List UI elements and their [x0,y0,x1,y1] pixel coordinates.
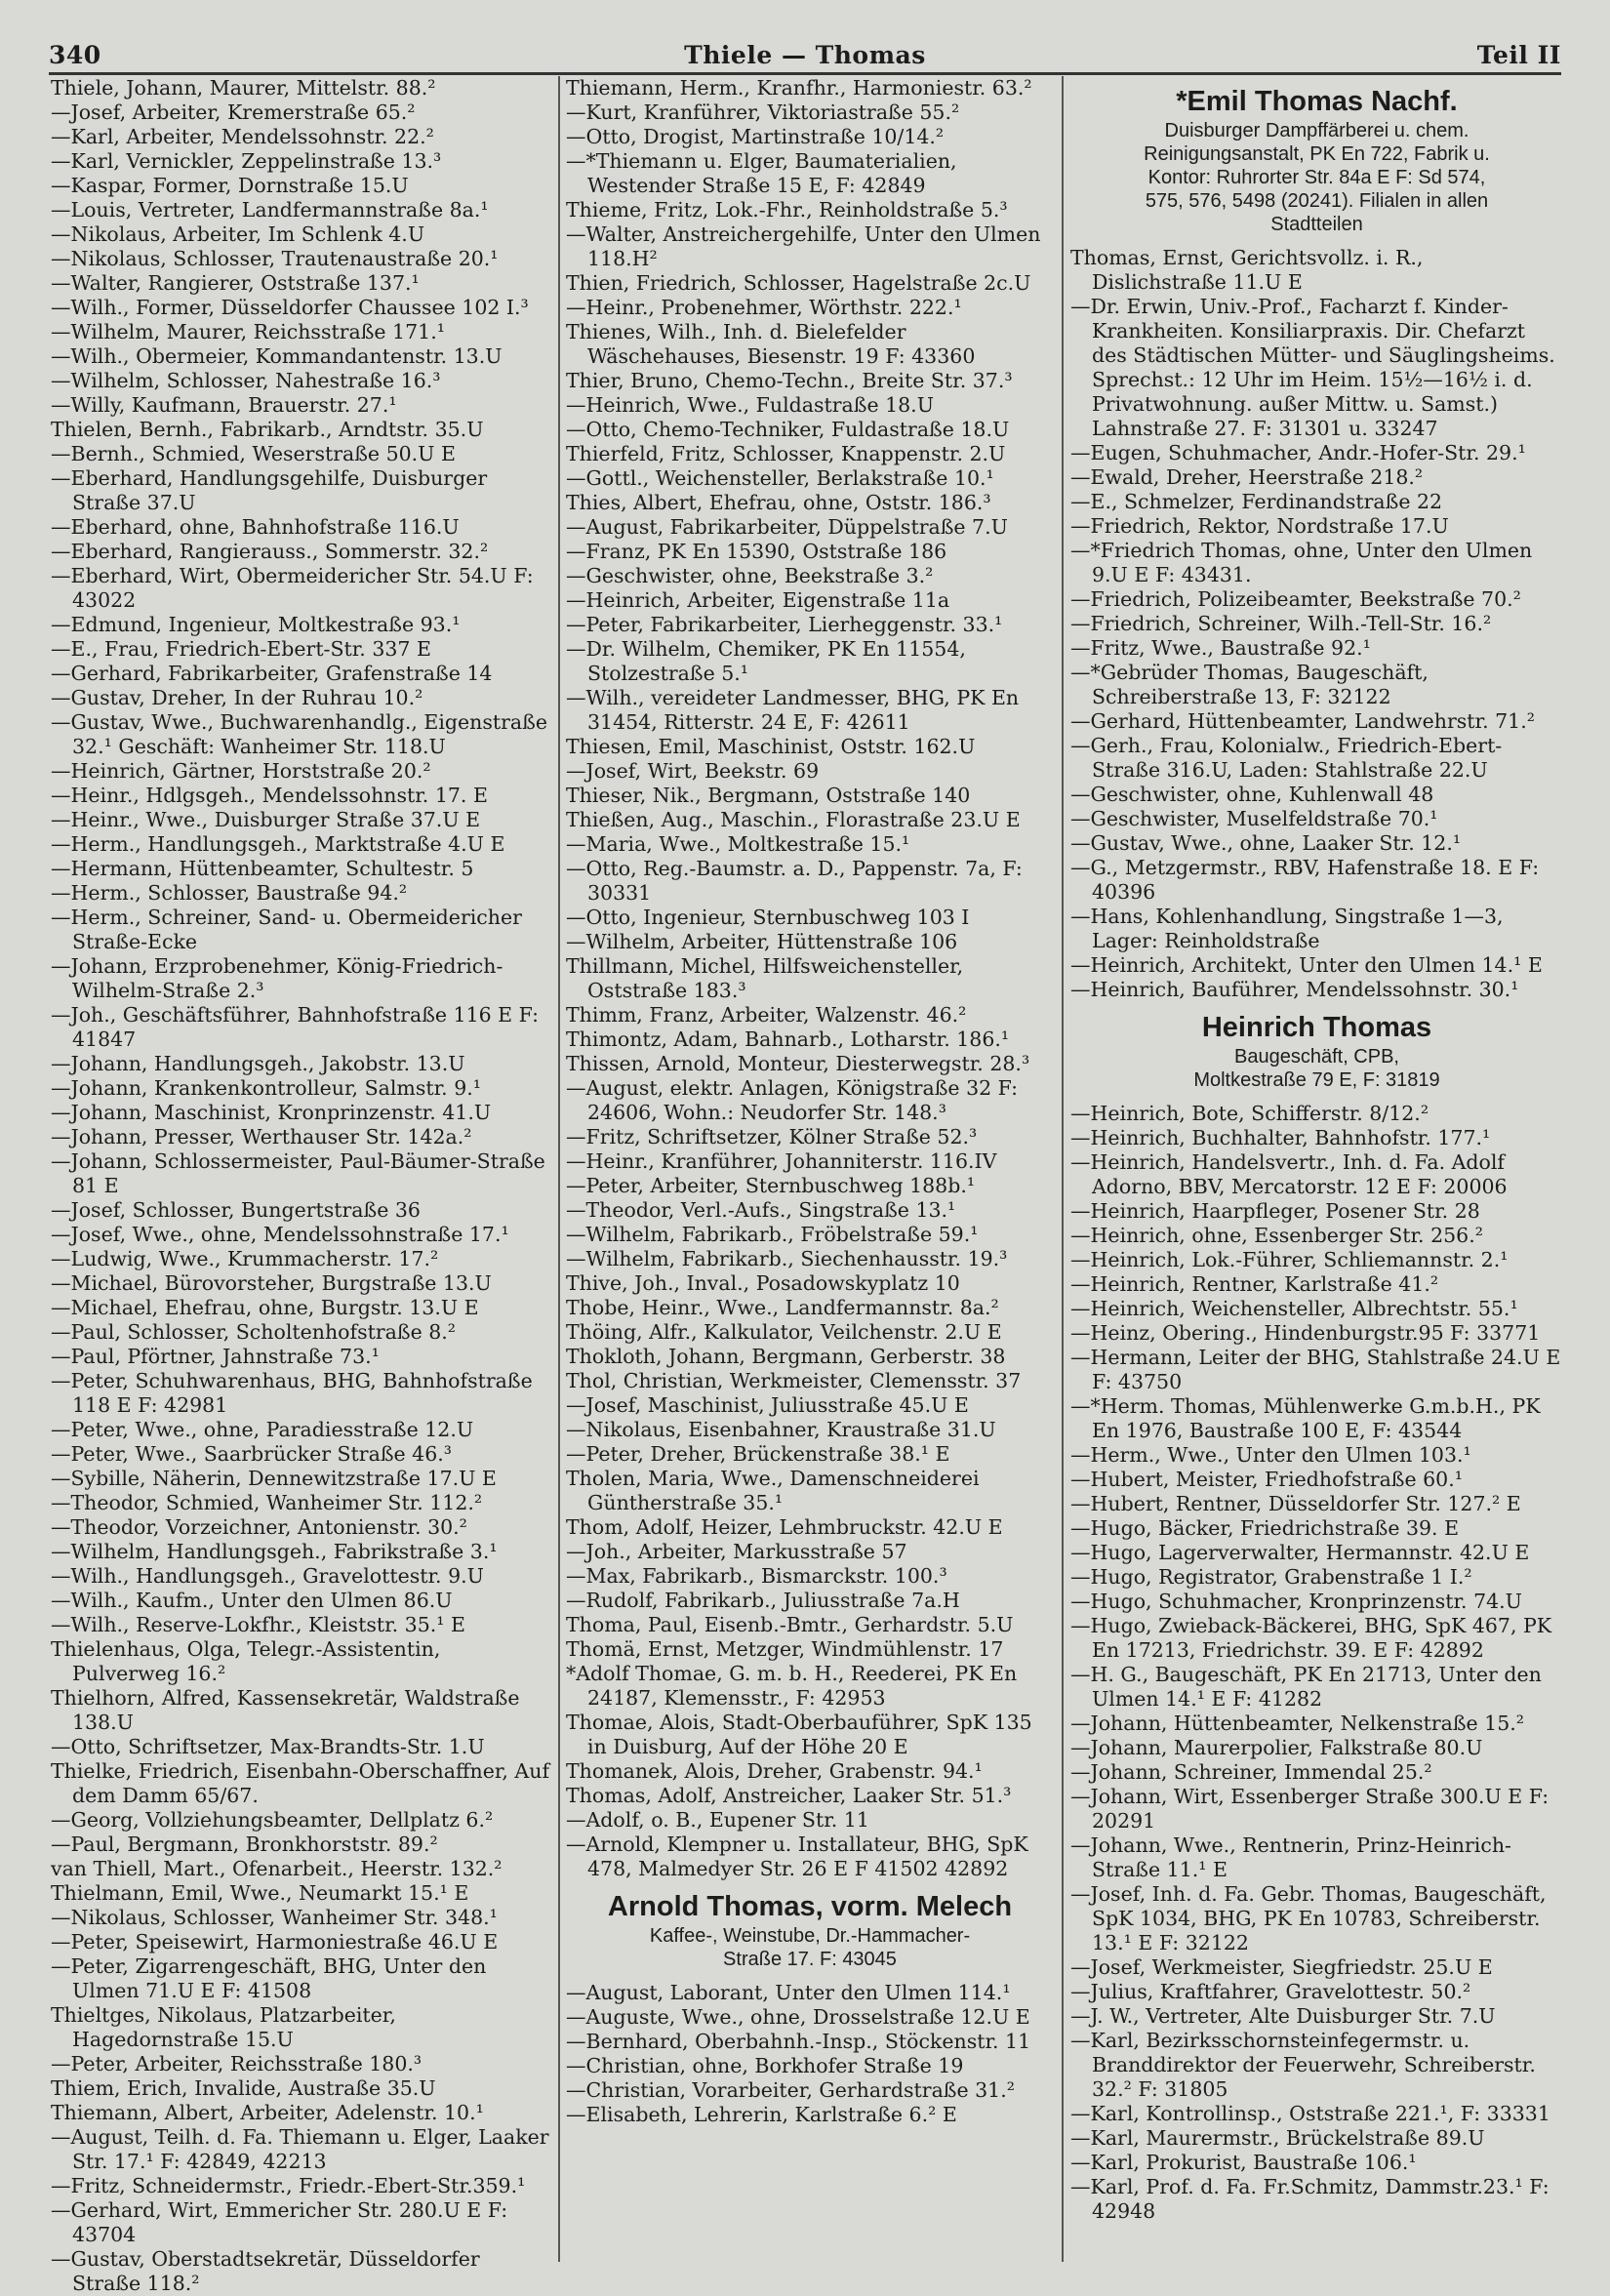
directory-entry: —Gustav, Wwe., ohne, Laaker Str. 12.¹ [1070,831,1462,855]
directory-entry: —Josef, Arbeiter, Kremerstraße 65.² [51,101,416,124]
directory-entry: —H. G., Baugeschäft, PK En 21713, Unter den Ulmen 14.¹ E F: 41282 [1070,1663,1542,1711]
directory-entry: —Eberhard, Rangierauss., Sommerstr. 32.² [51,540,489,563]
directory-entry: —Dr. Erwin, Univ.-Prof., Facharzt f. Kinder-Krankheiten. Konsiliarpraxis. Dir. Chefarzt des Städtischen Mütter- und Säuglingsheims. Sprechst.: 12 Uhr im Heim. 15½—16½ i. d. Privatwohnung. außer Mittw. u. Samst.) Lahnstraße 27. F: 31301 u. 33247 [1070,295,1555,440]
directory-entry: Thieltges, Nikolaus, Platzarbeiter, Hagedornstraße 15.U [51,2003,396,2051]
advert-line: Moltkestraße 79 E, F: 31819 [1193,1069,1440,1091]
directory-entry: Thieme, Fritz, Lok.-Fhr., Reinholdstraße 5.³ [566,198,1008,222]
directory-entry: —Peter, Schuhwarenhaus, BHG, Bahnhofstraße 118 E F: 42981 [51,1369,533,1417]
directory-entry: —Gerhard, Wirt, Emmericher Str. 280.U E F: 43704 [51,2198,508,2246]
directory-entry: —Heinrich, Arbeiter, Eigenstraße 11a [566,588,950,612]
directory-entry: —Geschwister, ohne, Kuhlenwall 48 [1070,783,1434,806]
directory-entry: —Heinrich, Bote, Schifferstr. 8/12.² [1070,1102,1429,1125]
directory-entry: —Johann, Schlossermeister, Paul-Bäumer-Straße 81 E [51,1149,545,1197]
directory-entry: —Heinrich, Handelsvertr., Inh. d. Fa. Adolf Adorno, BBV, Mercatorstr. 12 E F: 20006 [1070,1150,1508,1198]
directory-entry: —Otto, Reg.-Baumstr. a. D., Pappenstr. 7a, F: 30331 [566,857,1023,905]
directory-entry: —Wilh., Former, Düsseldorfer Chaussee 102 I.³ [51,296,529,319]
directory-entry: Thimontz, Adam, Bahnarb., Lotharstr. 186.¹ [566,1027,1010,1051]
directory-entry: Thom, Adolf, Heizer, Lehmbruckstr. 42.U E [566,1515,1003,1539]
directory-entry: —Sybille, Näherin, Dennewitzstraße 17.U E [51,1467,497,1490]
directory-entry: —Heinrich, Lok.-Führer, Schliemannstr. 2.¹ [1070,1248,1509,1271]
directory-entry: —Bernh., Schmied, Weserstraße 50.U E [51,442,456,465]
advert-line: Duisburger Dampffärberei u. chem. [1164,120,1469,141]
directory-entry: —Hugo, Schuhmacher, Kronprinzenstr. 74.U [1070,1590,1522,1613]
directory-entry: —Gustav, Dreher, In der Ruhrau 10.² [51,686,423,709]
directory-entry: Thiem, Erich, Invalide, Austraße 35.U [51,2076,436,2100]
directory-entry: *Adolf Thomae, G. m. b. H., Reederei, PK En 24187, Klemensstr., F: 42953 [566,1662,1018,1710]
advert-line: Baugeschäft, CPB, [1234,1046,1399,1067]
directory-entry: —E., Schmelzer, Ferdinandstraße 22 [1070,490,1443,513]
directory-entry: Thoma, Paul, Eisenb.-Bmtr., Gerhardstr. 5.U [566,1613,1014,1636]
directory-entry: —Johann, Erzprobenehmer, König-Friedrich-Wilhelm-Straße 2.³ [51,954,503,1002]
directory-entry: —Gustav, Wwe., Buchwarenhandlg., Eigenstraße 32.¹ Geschäft: Wanheimer Str. 118.U [51,710,547,758]
directory-entry: —Rudolf, Fabrikarb., Juliusstraße 7a.H [566,1589,960,1612]
directory-entry: —Auguste, Wwe., ohne, Drosselstraße 12.U E [566,2005,1030,2029]
part-label: Teil II [1476,41,1561,69]
directory-entry: —Ludwig, Wwe., Krummacherstr. 17.² [51,1247,439,1270]
directory-entry: —Nikolaus, Schlosser, Wanheimer Str. 348.¹ [51,1906,498,1929]
directory-entry: —Eberhard, Handlungsgehilfe, Duisburger Straße 37.U [51,466,488,514]
directory-entry: —Fritz, Wwe., Baustraße 92.¹ [1070,636,1371,660]
directory-entry: —Julius, Kraftfahrer, Gravelottestr. 50.² [1070,1980,1471,2003]
running-title: Thiele — Thomas [684,41,926,69]
directory-entry: —Paul, Bergmann, Bronkhorststr. 89.² [51,1833,438,1856]
directory-entry: —Heinrich, Bauführer, Mendelssohnstr. 30.¹ [1070,978,1519,1001]
directory-entry: —Adolf, o. B., Eupener Str. 11 [566,1808,869,1832]
directory-entry: —Johann, Wirt, Essenberger Straße 300.U E F: 20291 [1070,1785,1550,1833]
directory-entry: —Georg, Vollziehungsbeamter, Dellplatz 6.² [51,1808,494,1832]
directory-entry: —*Thiemann u. Elger, Baumaterialien, Westender Straße 15 E, F: 42849 [566,149,957,197]
directory-entry: —Walter, Rangierer, Oststraße 137.¹ [51,271,420,295]
directory-entry: —Hermann, Hüttenbeamter, Schultestr. 5 [51,857,474,880]
directory-entry: —Wilhelm, Handlungsgeh., Fabrikstraße 3.¹ [51,1540,498,1563]
directory-entry: —Gottl., Weichensteller, Berlakstraße 10.¹ [566,466,994,490]
directory-entry: Thissen, Arnold, Monteur, Diesterwegstr. 28.³ [566,1052,1030,1075]
directory-entry: —Otto, Chemo-Techniker, Fuldastraße 18.U [566,418,1010,441]
directory-entry: Thielmann, Emil, Wwe., Neumarkt 15.¹ E [51,1881,469,1905]
directory-entry: Thielhorn, Alfred, Kassensekretär, Waldstraße 138.U [51,1686,520,1734]
advert-heinrich-thomas [1070,1010,1563,1092]
directory-entry: —J. W., Vertreter, Alte Duisburger Str. 7.U [1070,2004,1496,2028]
directory-entry: Thomas, Ernst, Gerichtsvollz. i. R., Dislichstraße 11.U E [1070,246,1424,294]
directory-entry: —Arnold, Klempner u. Installateur, BHG, SpK 478, Malmedyer Str. 26 E F 41502 42892 [566,1833,1028,1880]
directory-entry: —Heinrich, Gärtner, Horststraße 20.² [51,759,431,783]
advert-line: Straße 17. F: 43045 [723,1949,897,1970]
directory-entry: —Karl, Bezirksschornsteinfegermstr. u. Branddirektor der Feuerwehr, Schreiberstr. 32.² F: 31805 [1070,2029,1536,2101]
directory-entry: —Josef, Maschinist, Juliusstraße 45.U E [566,1393,969,1417]
directory-entry: —August, Fabrikarbeiter, Düppelstraße 7.U [566,515,1008,539]
directory-entry: —Josef, Werkmeister, Siegfriedstr. 25.U E [1070,1955,1493,1979]
directory-entry: —Gustav, Oberstadtsekretär, Düsseldorfer Straße 118.² [51,2247,480,2295]
column-divider [1062,76,1064,2262]
directory-entry: —Elisabeth, Lehrerin, Karlstraße 6.² E [566,2103,957,2126]
directory-entry: Thomae, Alois, Stadt-Oberbauführer, SpK 135 in Duisburg, Auf der Höhe 20 E [566,1711,1032,1758]
directory-entry: —Peter, Speisewirt, Harmoniestraße 46.U E [51,1930,499,1954]
directory-entry: —Johann, Hüttenbeamter, Nelkenstraße 15.² [1070,1712,1525,1735]
directory-entry: —Otto, Ingenieur, Sternbuschweg 103 I [566,906,970,929]
directory-entry: —Christian, Vorarbeiter, Gerhardstraße 31.² [566,2078,1015,2102]
directory-entry: —Friedrich, Polizeibeamter, Beekstraße 70.² [1070,587,1521,611]
directory-entry: —Joh., Arbeiter, Markusstraße 57 [566,1540,907,1563]
directory-entry: —Herm., Handlungsgeh., Marktstraße 4.U E [51,832,505,856]
directory-entry: Thielen, Bernh., Fabrikarb., Arndtstr. 35.U [51,418,484,441]
directory-entry: —Wilh., vereideter Landmesser, BHG, PK En 31454, Ritterstr. 24 E, F: 42611 [566,686,1020,734]
directory-entry: Thierfeld, Fritz, Schlosser, Knappenstr. 2.U [566,442,1006,465]
directory-entry: Thiesen, Emil, Maschinist, Oststr. 162.U [566,735,976,758]
directory-entry: —Geschwister, Muselfeldstraße 70.¹ [1070,807,1438,830]
directory-entry: —Josef, Schlosser, Bungertstraße 36 [51,1198,421,1222]
directory-entry: —*Herm. Thomas, Mühlenwerke G.m.b.H., PK En 1976, Baustraße 100 E, F: 43544 [1070,1394,1541,1442]
page-header [49,41,1561,70]
advert-name: Heinrich Thomas [1201,1012,1432,1043]
directory-entry: —Wilhelm, Fabrikarb., Siechenhausstr. 19.³ [566,1247,1008,1270]
directory-entry: —Karl, Prof. d. Fa. Fr.Schmitz, Dammstr.23.¹ F: 42948 [1070,2175,1550,2223]
directory-entry: Thiele, Johann, Maurer, Mittelstr. 88.² [51,76,436,100]
directory-entry: —Kaspar, Former, Dornstraße 15.U [51,174,409,197]
directory-entry: —Kurt, Kranführer, Viktoriastraße 55.² [566,101,960,124]
directory-entry: Thien, Friedrich, Schlosser, Hagelstraße 2c.U [566,271,1031,295]
directory-entry: —Heinr., Wwe., Duisburger Straße 37.U E [51,808,481,831]
directory-entry: —Peter, Arbeiter, Reichsstraße 180.³ [51,2052,423,2075]
directory-entry: —Maria, Wwe., Moltkestraße 15.¹ [566,832,910,856]
directory-entry: —Hugo, Registrator, Grabenstraße 1 I.² [1070,1565,1472,1589]
directory-entry: —Franz, PK En 15390, Oststraße 186 [566,540,947,563]
directory-entry: —Wilhelm, Schlosser, Nahestraße 16.³ [51,369,441,392]
page-number: 340 [49,41,101,69]
directory-entry: Tholen, Maria, Wwe., Damenschneiderei Güntherstraße 35.¹ [566,1467,980,1514]
directory-entry: —Heinrich, Rentner, Karlstraße 41.² [1070,1272,1439,1296]
directory-entry: —Otto, Schriftsetzer, Max-Brandts-Str. 1.U [51,1735,485,1758]
advert-name: *Emil Thomas Nachf. [1176,86,1458,117]
directory-entry: —Dr. Wilhelm, Chemiker, PK En 11554, Stolzestraße 5.¹ [566,637,966,685]
directory-entry: —*Gebrüder Thomas, Baugeschäft, Schreiberstraße 13, F: 32122 [1070,661,1429,708]
directory-entry: Thimm, Franz, Arbeiter, Walzenstr. 46.² [566,1003,967,1027]
directory-entry: Thobe, Heinr., Wwe., Landfermannstr. 8a.² [566,1296,999,1319]
directory-entry: —Theodor, Verl.-Aufs., Singstraße 13.¹ [566,1198,956,1222]
directory-entry: —Heinr., Probenehmer, Wörthstr. 222.¹ [566,296,962,319]
directory-entry: —Hans, Kohlenhandlung, Singstraße 1—3, Lager: Reinholdstraße [1070,905,1504,952]
directory-entry: —Heinrich, Weichensteller, Albrechtstr. 55.¹ [1070,1297,1518,1320]
column-1 [51,76,553,2295]
directory-entry: —Heinrich, ohne, Essenberger Str. 256.² [1070,1224,1483,1247]
directory-entry: Thier, Bruno, Chemo-Techn., Breite Str. 37.³ [566,369,1013,392]
directory-entry: —Walter, Anstreichergehilfe, Unter den Ulmen 118.H² [566,222,1041,270]
directory-entry: —Johann, Presser, Werthauser Str. 142a.² [51,1125,472,1148]
directory-entry: Thienes, Wilh., Inh. d. Bielefelder Wäschehauses, Biesenstr. 19 F: 43360 [566,320,976,368]
directory-entry: —Michael, Ehefrau, ohne, Burgstr. 13.U E [51,1296,479,1319]
directory-entry: —Peter, Fabrikarbeiter, Lierheggenstr. 33.¹ [566,613,1003,636]
advert-line: Reinigungsanstalt, PK En 722, Fabrik u. [1144,143,1490,165]
directory-entry: —Peter, Arbeiter, Sternbuschweg 188b.¹ [566,1174,976,1197]
directory-entry: —August, Laborant, Unter den Ulmen 114.¹ [566,1981,1011,2004]
directory-entry: Thöing, Alfr., Kalkulator, Veilchenstr. 2.U E [566,1320,1002,1344]
directory-entry: —Johann, Wwe., Rentnerin, Prinz-Heinrich-Straße 11.¹ E [1070,1833,1511,1881]
directory-entry: —Ewald, Dreher, Heerstraße 218.² [1070,465,1424,489]
directory-entry: —Wilhelm, Arbeiter, Hüttenstraße 106 [566,930,958,953]
directory-entry: —Johann, Maurerpolier, Falkstraße 80.U [1070,1736,1483,1759]
directory-entry: —Peter, Wwe., ohne, Paradiesstraße 12.U [51,1418,474,1441]
directory-entry: —Heinrich, Haarpfleger, Posener Str. 28 [1070,1199,1480,1223]
column-2 [566,76,1054,2272]
directory-entry: Thokloth, Johann, Bergmann, Gerberstr. 38 [566,1345,1006,1368]
column-divider [558,76,560,2262]
directory-entry: —Wilh., Kaufm., Unter den Ulmen 86.U [51,1589,453,1612]
directory-entry: —Paul, Schlosser, Scholtenhofstraße 8.² [51,1320,456,1344]
directory-entry: —Hubert, Meister, Friedhofstraße 60.¹ [1070,1468,1463,1491]
advert-line: Kontor: Ruhrorter Str. 84a E F: Sd 574, [1147,167,1486,188]
directory-entry: Thielenhaus, Olga, Telegr.-Assistentin, Pulverweg 16.² [51,1637,441,1685]
directory-entry: —Friedrich, Schreiner, Wilh.-Tell-Str. 16.² [1070,612,1492,635]
directory-entry: Thies, Albert, Ehefrau, ohne, Oststr. 186.³ [566,491,991,514]
directory-entry: —August, Teilh. d. Fa. Thiemann u. Elger, Laaker Str. 17.¹ F: 42849, 42213 [51,2125,549,2173]
directory-entry: —Johann, Krankenkontrolleur, Salmstr. 9.¹ [51,1076,481,1100]
advert-line: Stadtteilen [1270,214,1363,235]
directory-entry: —Gerhard, Hüttenbeamter, Landwehrstr. 71.² [1070,709,1535,733]
directory-entry: Thol, Christian, Werkmeister, Clemensstr. 37 [566,1369,1022,1392]
directory-entry: —Johann, Handlungsgeh., Jakobstr. 13.U [51,1052,465,1075]
directory-entry: —Hermann, Leiter der BHG, Stahlstraße 24.U E F: 43750 [1070,1346,1561,1393]
directory-entry: —Johann, Schreiner, Immendal 25.² [1070,1760,1432,1784]
advert-line: Kaffee-, Weinstube, Dr.-Hammacher- [649,1925,971,1947]
directory-entry: —Fritz, Schriftsetzer, Kölner Straße 52.³ [566,1125,978,1148]
directory-entry: —E., Frau, Friedrich-Ebert-Str. 337 E [51,637,431,661]
directory-entry: —Nikolaus, Eisenbahner, Kraustraße 31.U [566,1418,996,1441]
directory-entry: —Heinz, Obering., Hindenburgstr.95 F: 33771 [1070,1321,1541,1345]
directory-entry: —Friedrich, Rektor, Nordstraße 17.U [1070,514,1449,538]
directory-entry: —Wilh., Reserve-Lokfhr., Kleiststr. 35.¹ E [51,1613,465,1636]
directory-entry: —Wilhelm, Maurer, Reichsstraße 171.¹ [51,320,445,343]
directory-entry: —Nikolaus, Schlosser, Trautenaustraße 20.¹ [51,247,499,270]
directory-entry: —Peter, Zigarrengeschäft, BHG, Unter den Ulmen 71.U E F: 41508 [51,1954,487,2002]
header-rule [49,72,1561,75]
directory-entry: —Bernhard, Oberbahnh.-Insp., Stöckenstr. 11 [566,2030,1031,2053]
directory-entry: Thive, Joh., Inval., Posadowskyplatz 10 [566,1271,960,1295]
directory-entry: —Johann, Maschinist, Kronprinzenstr. 41.U [51,1101,492,1124]
directory-entry: —*Friedrich Thomas, ohne, Unter den Ulmen 9.U E F: 43431. [1070,539,1533,586]
directory-entry: Thielke, Friedrich, Eisenbahn-Oberschaffner, Auf dem Damm 65/67. [51,1759,550,1807]
directory-entry: —Wilh., Obermeier, Kommandantenstr. 13.U [51,344,503,368]
directory-entry: —Heinrich, Architekt, Unter den Ulmen 14.¹ E [1070,953,1543,977]
directory-entry: —Hugo, Zwieback-Bäckerei, BHG, SpK 467, PK En 17213, Friedrichstr. 39. E F: 42892 [1070,1614,1552,1662]
directory-entry: —G., Metzgermstr., RBV, Hafenstraße 18. E F: 40396 [1070,856,1540,904]
directory-entry: —Heinr., Kranführer, Johanniterstr. 116.IV [566,1149,997,1173]
directory-entry: —Peter, Wwe., Saarbrücker Straße 46.³ [51,1442,452,1466]
directory-entry: —Karl, Arbeiter, Mendelssohnstr. 22.² [51,125,434,148]
directory-entry: —Nikolaus, Arbeiter, Im Schlenk 4.U [51,222,425,246]
column-3 [1070,76,1563,2272]
directory-entry: —Josef, Inh. d. Fa. Gebr. Thomas, Baugeschäft, SpK 1034, BHG, PK En 10783, Schreiberstr. 13.¹ E F: 32122 [1070,1882,1547,1954]
directory-entry: —Josef, Wwe., ohne, Mendelssohnstraße 17.¹ [51,1223,509,1246]
directory-entry: —Hugo, Bäcker, Friedrichstraße 39. E [1070,1516,1460,1540]
advert-name: Arnold Thomas, vorm. Melech [607,1891,1013,1922]
directory-entry: —Eberhard, ohne, Bahnhofstraße 116.U [51,515,460,539]
directory-entry: —Josef, Wirt, Beekstr. 69 [566,759,820,783]
directory-entry: Thießen, Aug., Maschin., Florastraße 23.U E [566,808,1021,831]
directory-entry: Thomä, Ernst, Metzger, Windmühlenstr. 17 [566,1637,1004,1661]
directory-entry: —Herm., Schreiner, Sand- u. Obermeidericher Straße-Ecke [51,906,522,953]
directory-entry: Thiemann, Herm., Kranfhr., Harmoniestr. 63.² [566,76,1032,100]
directory-entry: —Edmund, Ingenieur, Moltkestraße 93.¹ [51,613,461,636]
directory-entry: Thieser, Nik., Bergmann, Oststraße 140 [566,784,971,807]
directory-entry: —Paul, Pförtner, Jahnstraße 73.¹ [51,1345,380,1368]
directory-entry: —Theodor, Vorzeichner, Antonienstr. 30.² [51,1515,467,1539]
directory-entry: —Gerhard, Fabrikarbeiter, Grafenstraße 14 [51,662,493,685]
directory-entry: —Heinr., Hdlgsgeh., Mendelssohnstr. 17. E [51,784,488,807]
directory-entry: —Herm., Wwe., Unter den Ulmen 103.¹ [1070,1443,1471,1467]
directory-entry: —Willy, Kaufmann, Brauerstr. 27.¹ [51,393,397,417]
directory-entry: —Gerh., Frau, Kolonialw., Friedrich-Ebert-Straße 316.U, Laden: Stahlstraße 22.U [1070,734,1503,782]
advert-line: 575, 576, 5498 (20241). Filialen in allen [1145,190,1489,212]
directory-entry: Thomanek, Alois, Dreher, Grabenstr. 94.¹ [566,1759,983,1783]
directory-entry: —Heinrich, Wwe., Fuldastraße 18.U [566,393,934,417]
directory-entry: —August, elektr. Anlagen, Königstraße 32 F: 24606, Wohn.: Neudorfer Str. 148.³ [566,1076,1019,1124]
directory-entry: —Theodor, Schmied, Wanheimer Str. 112.² [51,1491,483,1514]
directory-entry: —Karl, Vernickler, Zeppelinstraße 13.³ [51,149,442,173]
directory-entry: —Karl, Maurermstr., Brückelstraße 89.U [1070,2126,1485,2150]
directory-entry: —Eugen, Schuhmacher, Andr.-Hofer-Str. 29.¹ [1070,441,1526,464]
directory-entry: —Louis, Vertreter, Landfermannstraße 8a.¹ [51,198,489,222]
directory-entry: —Hubert, Rentner, Düsseldorfer Str. 127.² E [1070,1492,1521,1515]
directory-entry: Thomas, Adolf, Anstreicher, Laaker Str. 51.³ [566,1784,1012,1807]
directory-entry: —Peter, Dreher, Brückenstraße 38.¹ E [566,1442,950,1466]
directory-entry: —Max, Fabrikarb., Bismarckstr. 100.³ [566,1564,947,1588]
advert-emil-thomas [1070,84,1563,236]
directory-entry: —Otto, Drogist, Martinstraße 10/14.² [566,125,945,148]
directory-entry: —Joh., Geschäftsführer, Bahnhofstraße 116 E F: 41847 [51,1003,540,1051]
directory-entry: —Karl, Prokurist, Baustraße 106.¹ [1070,2151,1417,2174]
directory-entry: —Herm., Schlosser, Baustraße 94.² [51,881,408,905]
directory-entry: —Wilhelm, Fabrikarb., Fröbelstraße 59.¹ [566,1223,979,1246]
advert-arnold-thomas [566,1889,1054,1971]
directory-entry: —Wilh., Handlungsgeh., Gravelottestr. 9.U [51,1564,484,1588]
directory-entry: —Eberhard, Wirt, Obermeidericher Str. 54.U F: 43022 [51,564,534,612]
directory-entry: —Michael, Bürovorsteher, Burgstraße 13.U [51,1271,492,1295]
directory-entry: —Fritz, Schneidermstr., Friedr.-Ebert-Str.359.¹ [51,2174,526,2197]
directory-entry: Thiemann, Albert, Arbeiter, Adelenstr. 10.¹ [51,2101,484,2124]
directory-entry: Thillmann, Michel, Hilfsweichensteller, Oststraße 183.³ [566,954,964,1002]
directory-entry: —Heinrich, Buchhalter, Bahnhofstr. 177.¹ [1070,1126,1491,1149]
directory-entry: van Thiell, Mart., Ofenarbeit., Heerstr. 132.² [51,1857,503,1880]
directory-entry: —Hugo, Lagerverwalter, Hermannstr. 42.U E [1070,1541,1530,1564]
directory-entry: —Karl, Kontrollinsp., Oststraße 221.¹, F: 33331 [1070,2102,1550,2125]
directory-entry: —Christian, ohne, Borkhofer Straße 19 [566,2054,964,2077]
directory-entry: —Geschwister, ohne, Beekstraße 3.² [566,564,934,587]
